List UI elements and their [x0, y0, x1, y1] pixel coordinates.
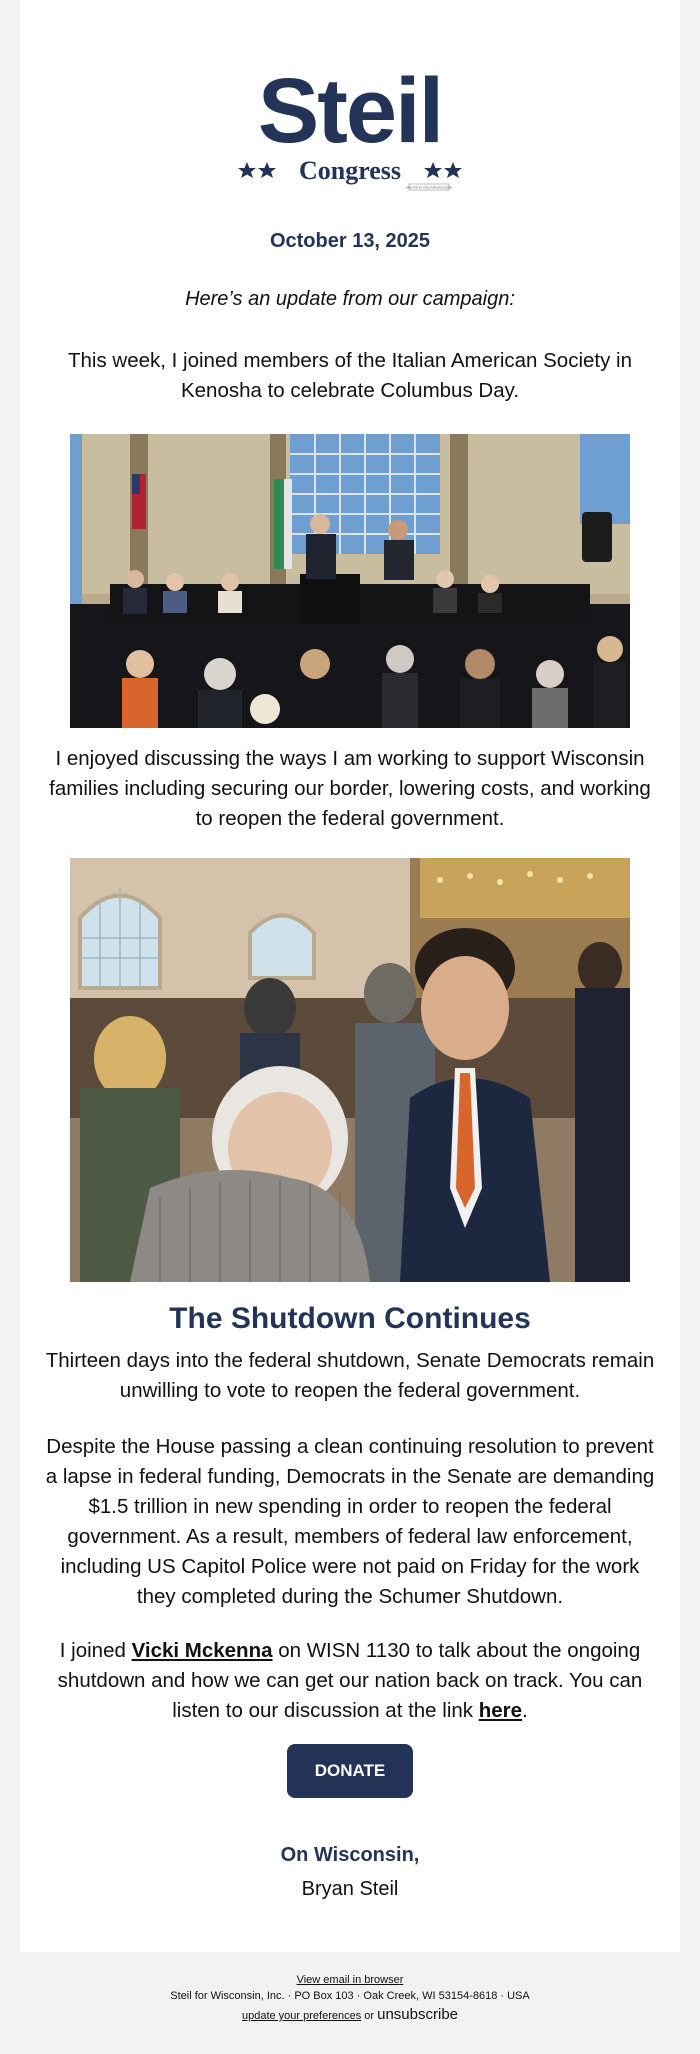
email-card	[20, 0, 680, 1952]
radio-text-c: .	[522, 1699, 528, 1722]
paragraph-columbus-day: This week, I joined members of the Italian American Society in Kenosha to celebrate Columbus Day.	[67, 349, 632, 402]
section-heading-shutdown: The Shutdown Continues	[169, 1302, 531, 1335]
footer-address: Steil for Wisconsin, Inc. · PO Box 103 · Oak Creek, WI 53154-8618 · USA	[170, 1990, 530, 2002]
photo-banquet-hall	[70, 434, 630, 728]
update-preferences-link[interactable]: update your preferences	[241, 2010, 362, 2022]
here-link[interactable]: here	[478, 1699, 523, 1722]
logo-wordmark: Steil	[257, 60, 443, 162]
email-footer	[0, 1974, 700, 2023]
logo-stars-right	[424, 162, 462, 178]
steil-logo-graphic	[235, 60, 465, 192]
paragraph-thirteen-days: Thirteen days into the federal shutdown, Senate Democrats remain unwilling to vote to reopen the federal government.	[45, 1349, 655, 1402]
campaign-logo	[20, 60, 680, 190]
paragraph-continuing-resolution: Despite the House passing a clean continuing resolution to prevent a lapse in federal funding, Democrats in the Senate are demanding $1.5 trillion in new spending in order to reopen the federal government. As a result, members of federal law enforcement, including US Capitol Police were not paid on Friday for the work they completed during the Schumer Shutdown.	[45, 1435, 655, 1608]
paragraph-wisconsin-families: I enjoyed discussing the ways I am working to support Wisconsin families including securing our border, lowering costs, and working to reopen the federal government.	[49, 747, 651, 830]
footer-links	[0, 2006, 700, 2023]
email-date: October 13, 2025	[269, 230, 431, 252]
logo-subtitle: Congress	[298, 156, 402, 185]
radio-text-b: on WISN 1130 to talk about the ongoing shutdown and how we can get our nation back on track. You can listen to our discussion at the link	[57, 1639, 643, 1722]
paragraph-radio-interview	[40, 1636, 660, 1726]
signoff: On Wisconsin,	[280, 1844, 420, 1866]
vicki-mckenna-link[interactable]: Vicki Mckenna	[131, 1639, 273, 1662]
logo-stars-left	[238, 162, 276, 178]
intro-line: Here’s an update from our campaign:	[185, 288, 515, 310]
logo-paid-for: PAID FOR BY STEIL FOR WISCONSIN	[406, 186, 452, 190]
signer-name: Bryan Steil	[301, 1878, 399, 1900]
radio-text-a: I joined	[59, 1639, 132, 1662]
donate-button[interactable]: DONATE	[287, 1744, 413, 1798]
view-in-browser-link[interactable]: View email in browser	[296, 1974, 404, 1986]
footer-or: or	[361, 2010, 378, 2022]
photo-conversation	[70, 858, 630, 1282]
unsubscribe-link[interactable]: unsubscribe	[377, 2006, 459, 2023]
